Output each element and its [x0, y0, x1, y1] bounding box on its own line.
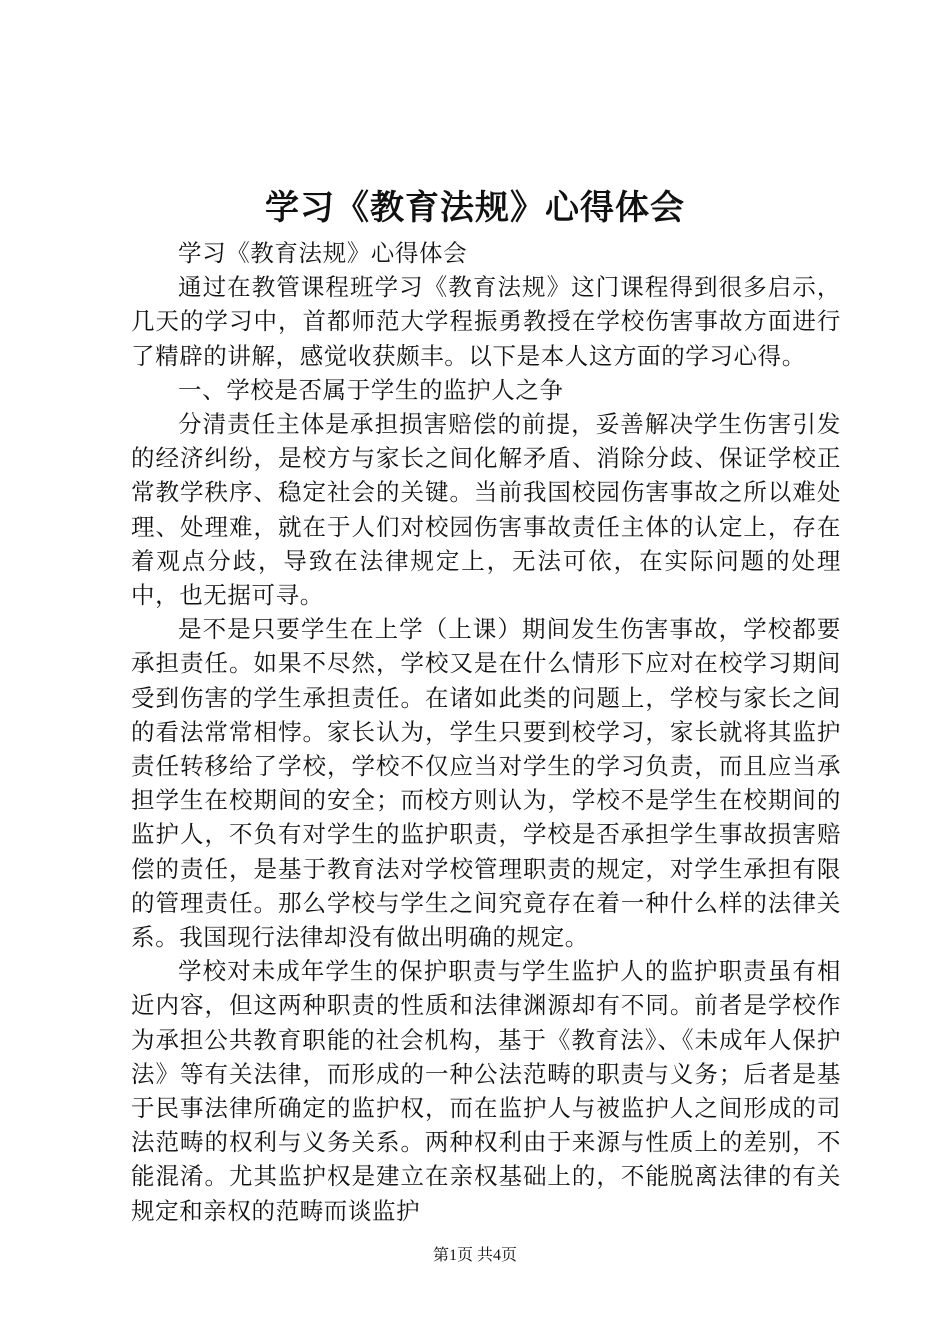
paragraph: 是不是只要学生在上学（上课）期间发生伤害事故，学校都要承担责任。如果不尽然，学校又是在什么情形下应对在校学习期间受到伤害的学生承担责任。在诸如此类的问题上，学校与家长之间的看法常常相悖。家长认为，学生只要到校学习，家长就将其监护责任转移给了学校，学校不仅应当对学生的学习负责，而且应当承担学生在校期间的安全；而校方则认为，学校不是学生在校期间的监护人，不负有对学生的监护职责，学校是否承担学生事故损害赔偿的责任，是基于教育法对学校管理职责的规定，对学生承担有限的管理责任。那么学校与学生之间究竟存在着一种什么样的法律关系。我国现行法律却没有做出明确的规定。: [131, 615, 841, 952]
paragraph-intro: 通过在教管课程班学习《教育法规》这门课程得到很多启示，几天的学习中，首都师范大学程振勇教授在学校伤害事故方面进行了精辟的讲解，感觉收获颇丰。以下是本人这方面的学习心得。: [131, 273, 841, 370]
document-title: 学习《教育法规》心得体会: [265, 188, 685, 228]
paragraph: 分清责任主体是承担损害赔偿的前提，妥善解决学生伤害引发的经济纠纷，是校方与家长之间化解矛盾、消除分歧、保证学校正常教学秩序、稳定社会的关键。当前我国校园伤害事故之所以难处理、处理难，就在于人们对校园伤害事故责任主体的认定上，存在着观点分歧，导致在法律规定上，无法可依，在实际问题的处理中，也无据可寻。: [131, 410, 841, 610]
paragraph-subtitle: 学习《教育法规》心得体会: [178, 239, 468, 267]
paragraph: 学校对未成年学生的保护职责与学生监护人的监护职责虽有相近内容，但这两种职责的性质和法律渊源却有不同。前者是学校作为承担公共教育职能的社会机构，基于《教育法》、《未成年人保护法》等有关法律，而形成的一种公法范畴的职责与义务；后者是基于民事法律所确定的监护权，而在监护人与被监护人之间形成的司法范畴的权利与义务关系。两种权利由于来源与性质上的差别，不能混淆。尤其监护权是建立在亲权基础上的，不能脱离法律的有关规定和亲权的范畴而谈监护: [131, 957, 841, 1225]
section-heading: 一、学校是否属于学生的监护人之争: [178, 375, 564, 404]
document-body: [131, 236, 841, 1228]
page-number-footer: 第1页 共4页: [432, 1247, 517, 1264]
